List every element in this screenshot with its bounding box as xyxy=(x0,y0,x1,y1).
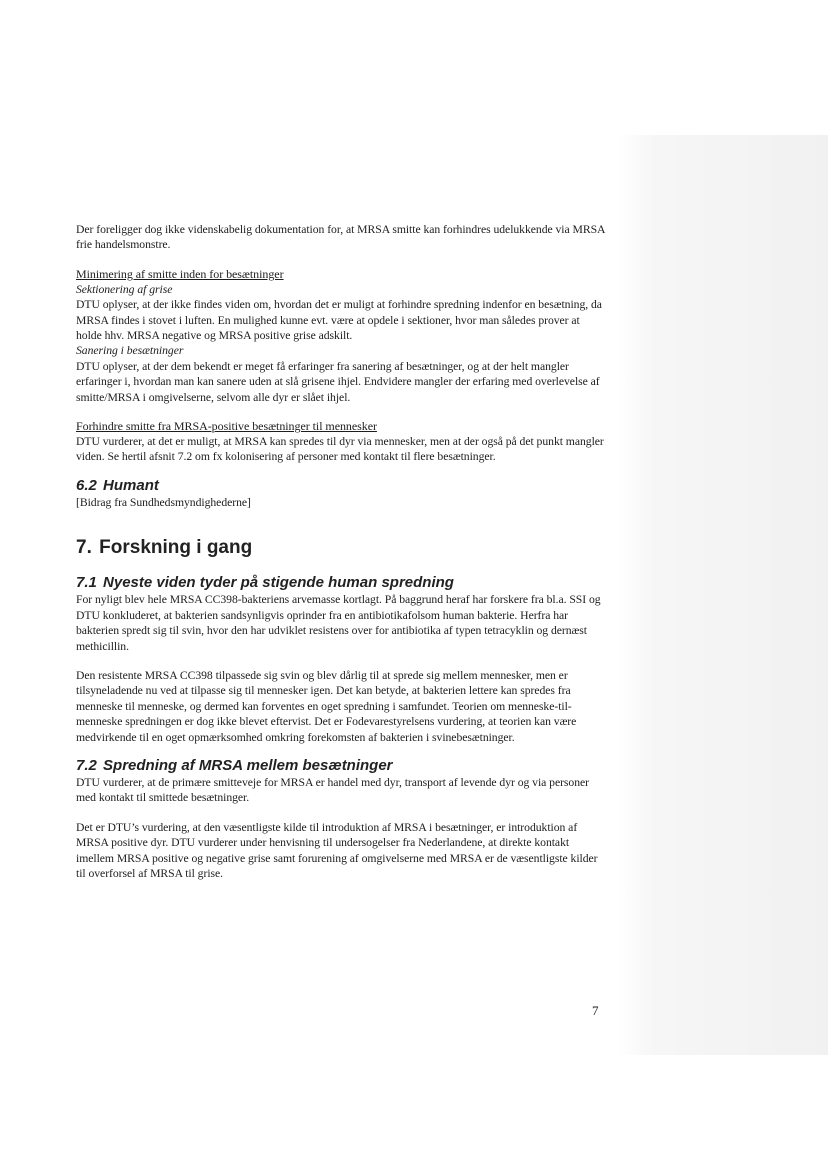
section-6-2-title: Humant xyxy=(103,476,159,494)
page-number: 7 xyxy=(592,1003,599,1018)
sektionering-heading: Sektionering af grise xyxy=(76,282,173,296)
section-6-2-number: 6.2 xyxy=(76,476,97,494)
section-7-2-title: Spredning af MRSA mellem besætninger xyxy=(103,756,393,774)
intro-paragraph: Der foreligger dog ikke videnskabelig dokumentation for, at MRSA smitte kan forhindres udelukkende via MRSA frie handelsmonstre. xyxy=(76,223,605,252)
section-7-1-paragraph-2: Den resistente MRSA CC398 tilpassede sig svin og blev dårlig til at sprede sig mellem mennesker, men er tilsyneladende nu ved at tilpasse sig til mennesker igen. Det kan betyde, at bakterien lettere kan spredes fra menneske til menneske, og dermed kan forventes en oget spredning i samfundet. Teorien om menneske-til-menneske spredningen er dog ikke blevet eftervist. Det er Fodevarestyrelsens vurdering, at teorien kan være medvirkende til en oget opmærksomhed omkring forekomsten af bakterien i svinebesætninger. xyxy=(76,668,577,744)
document-body xyxy=(76,222,606,881)
section-7-1-title: Nyeste viden tyder på stigende human spredning xyxy=(103,574,454,592)
sanering-text: DTU oplyser, at der dem bekendt er meget få erfaringer fra sanering af besætninger, og at der helt mangler erfaringer i, hvordan man kan sanere uden at slå grisene ihjel. Endvidere mangler der erfaring med overlevelse af smitte/MRSA i omgivelserne, selvom alle dyr er slået ihjel. xyxy=(76,359,600,404)
section-7-heading xyxy=(76,536,606,560)
section-7-number: 7. xyxy=(76,537,92,559)
section-7-1-heading xyxy=(76,574,606,592)
section-6-2-heading xyxy=(76,477,606,495)
section-7-title: Forskning i gang xyxy=(99,537,253,559)
section-6-2-text: [Bidrag fra Sundhedsmyndighederne] xyxy=(76,495,251,509)
scan-shadow xyxy=(618,135,828,1055)
section-7-1-number: 7.1 xyxy=(76,574,97,592)
forhindre-text: DTU vurderer, at det er muligt, at MRSA kan spredes til dyr via mennesker, men at der også på det punkt mangler viden. Se hertil afsnit 7.2 om fx kolonisering af personer med kontakt til flere besætninger. xyxy=(76,435,604,464)
section-7-2-number: 7.2 xyxy=(76,756,97,774)
sanering-heading: Sanering i besætninger xyxy=(76,344,184,358)
section-7-2-paragraph-2: Det er DTU’s vurdering, at den væsentligste kilde til introduktion af MRSA i besætninger, er introduktion af MRSA positive dyr. DTU vurderer under henvisning til undersogelser fra Nederlandene, at direkte kontakt imellem MRSA positive og negative grise samt forurening af omgivelserne med MRSA er de væsentligste kilder til overforsel af MRSA til grise. xyxy=(76,820,598,880)
forhindre-heading: Forhindre smitte fra MRSA-positive besætninger til mennesker xyxy=(76,419,377,434)
sektionering-text: DTU oplyser, at der ikke findes viden om, hvordan det er muligt at forhindre spredning indenfor en besætning, da MRSA findes i stovet i luften. En mulighed kunne evt. være at opdele i sektioner, hvor man således prover at holde hhv. MRSA negative og MRSA positive grise adskilt. xyxy=(76,298,602,343)
minimering-heading: Minimering af smitte inden for besætninger xyxy=(76,266,284,281)
section-7-1-paragraph-1: For nyligt blev hele MRSA CC398-bakteriens arvemasse kortlagt. På baggrund heraf har forskere fra bl.a. SSI og DTU konkluderet, at bakterien sandsynligvis oprinder fra en antibiotikafolsom human bakterie. Herfra har bakterien spredt sig til svin, hvor den har udviklet resistens over for antibiotika af typen tetracyklin og dernæst methicillin. xyxy=(76,593,601,653)
section-7-2-paragraph-1: DTU vurderer, at de primære smitteveje for MRSA er handel med dyr, transport af levende dyr og via personer med kontakt til smittede besætninger. xyxy=(76,775,589,805)
section-7-2-heading xyxy=(76,757,606,775)
